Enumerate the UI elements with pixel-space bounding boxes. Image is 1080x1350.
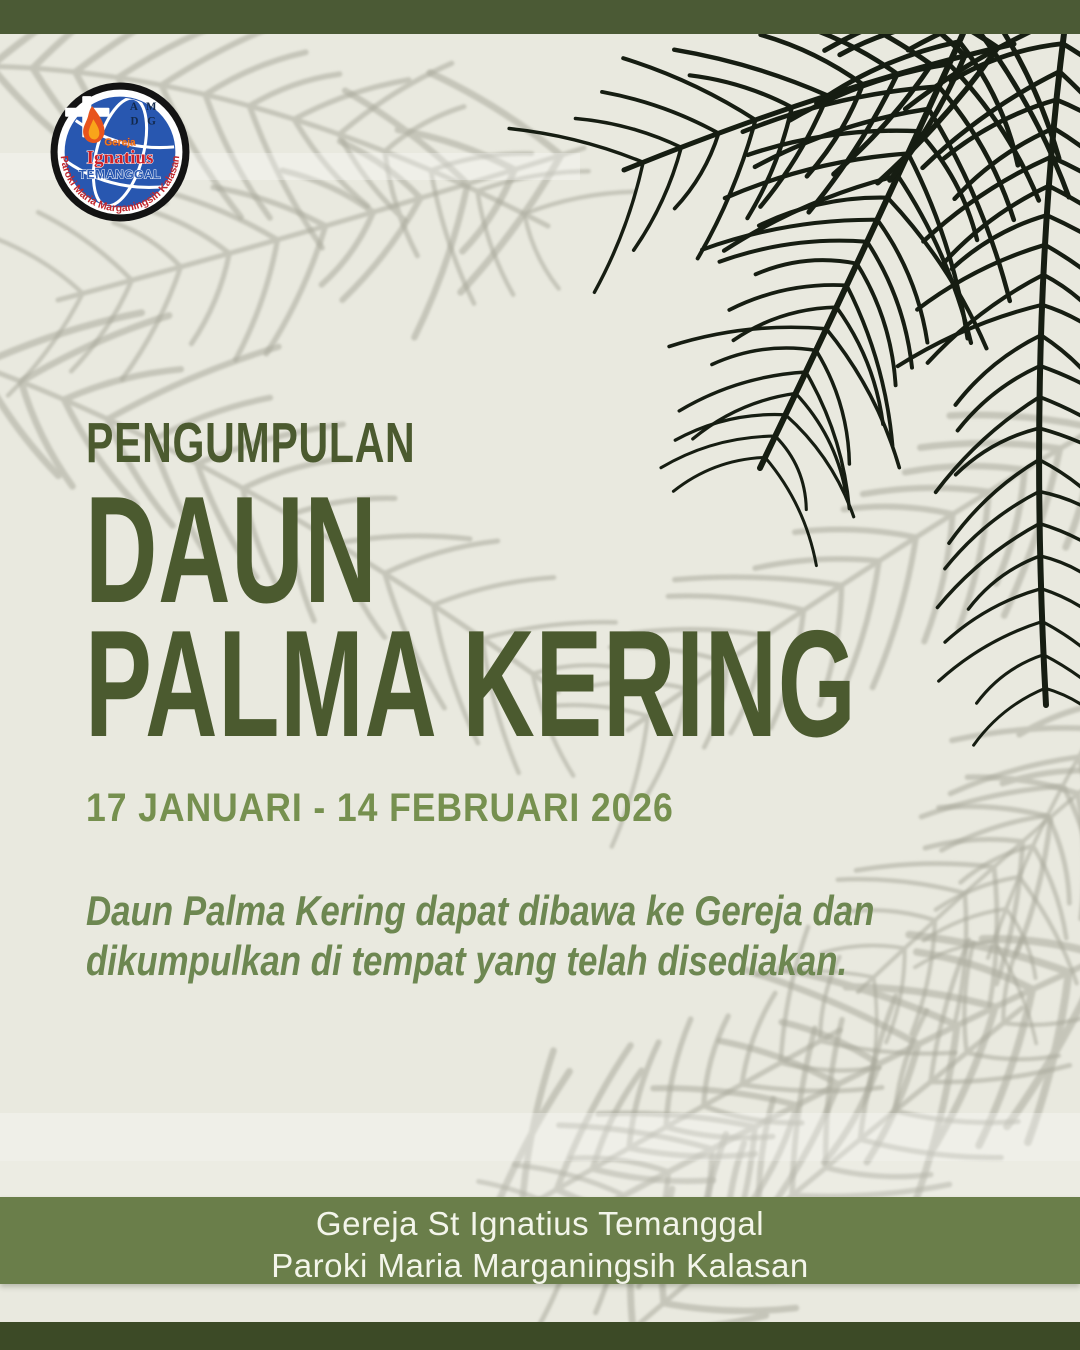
bottom-bar bbox=[0, 1322, 1080, 1350]
logo-org-text: Gereja bbox=[104, 137, 136, 149]
logo-parish-arc-text: Paroki Maria Marganingsih Kalasan bbox=[57, 154, 183, 215]
top-bar bbox=[0, 0, 1080, 34]
footer-band bbox=[0, 1197, 1080, 1284]
light-band-bottom-1 bbox=[0, 1113, 1080, 1161]
date-range: 17 JANUARI - 14 FEBRUARI 2026 bbox=[86, 786, 674, 830]
svg-text:D G: D G bbox=[130, 115, 159, 128]
logo-location-text: TEMANGGAL bbox=[78, 167, 162, 182]
svg-text:A M: A M bbox=[129, 101, 160, 114]
main-title-line1: DAUN bbox=[85, 465, 378, 635]
logo-name-text: Ignatius bbox=[86, 147, 154, 169]
footer-line2: Paroki Maria Marganingsih Kalasan bbox=[271, 1247, 809, 1284]
church-logo bbox=[47, 79, 193, 225]
footer-line1: Gereja St Ignatius Temanggal bbox=[315, 1205, 765, 1242]
eyebrow-title: PENGUMPULAN bbox=[86, 411, 416, 475]
light-band-bottom-2 bbox=[0, 1161, 1080, 1198]
body-text: Daun Palma Kering dapat dibawa ke Gereja dan dikumpulkan di tempat yang telah disediakan. bbox=[86, 887, 875, 984]
main-title-line2: PALMA KERING bbox=[85, 599, 857, 769]
